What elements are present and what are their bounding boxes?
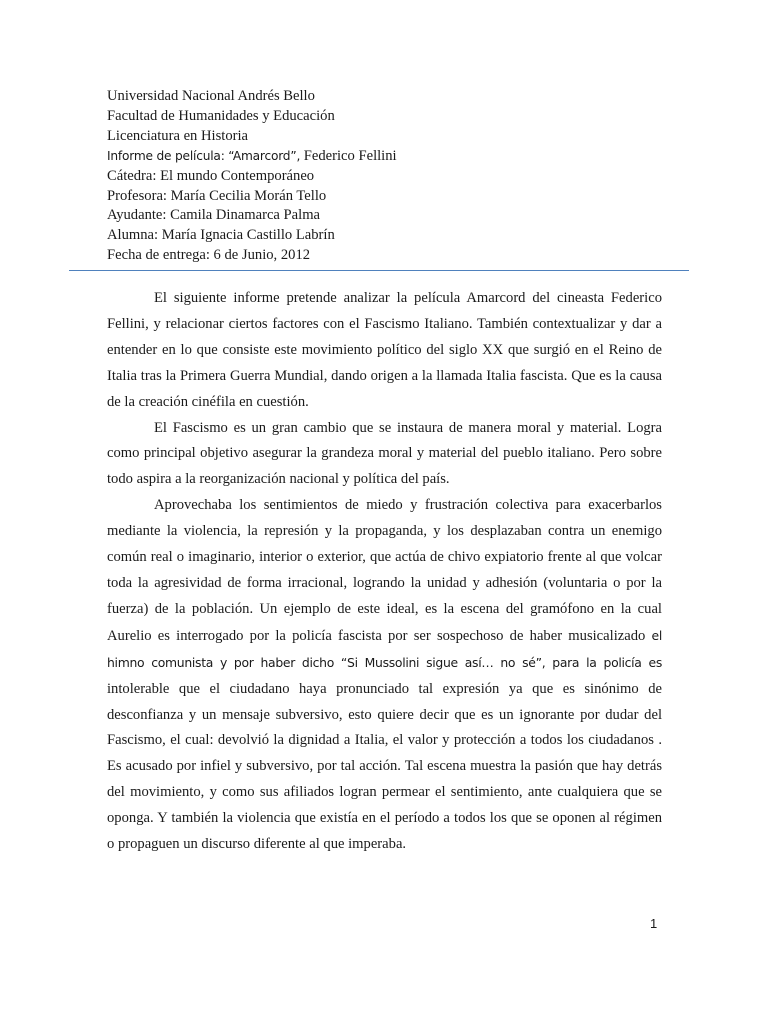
paragraph-analysis [107, 493, 662, 858]
university-line: Universidad Nacional Andrés Bello [107, 88, 315, 104]
report-body [107, 286, 662, 858]
header-divider [69, 270, 689, 271]
report-title-line [107, 147, 397, 167]
paragraph-analysis-part-1: Aprovechaba los sentimientos de miedo y frustración colectiva para exacerbarlos mediante la violencia, la represión y la propaganda, y los desplazaban contra un enemigo común real o imaginario, interior o exterior, que actúa de chivo expiatorio frente al que volcar toda la agresividad de forma irracional, logrando la unidad y adhesión (voluntaria o por la fuerza) de la población. Un ejemplo de este ideal, es la escena del gramófono en la cual Aurelio es interrogado por la policía fascista por ser sospechoso de haber musicalizado [107, 497, 662, 644]
paragraph-fascism: El Fascismo es un gran cambio que se instaura de manera moral y material. Logra como principal objetivo asegurar la grandeza moral y material del pueblo italiano. Pero sobre todo aspira a la reorganización nacional y política del país. [107, 419, 662, 488]
student-line: Alumna: María Ignacia Castillo Labrín [107, 227, 335, 244]
header-block [107, 87, 397, 266]
professor-line: Profesora: María Cecilia Morán Tello [107, 187, 327, 204]
paragraph-intro: El siguiente informe pretende analizar la película Amarcord del cineasta Federico Fellini, y relacionar ciertos factores con el Fascismo Italiano. También contextualizar y dar a entender en lo que consiste este movimiento político del siglo XX que surgió en el Reino de Italia tras la Primera Guerra Mundial, dando origen a la llamada Italia fascista. Que es la causa de la creación cinéfila en cuestión. [107, 290, 662, 410]
page-number: 1 [650, 916, 658, 931]
chair-line: Cátedra: El mundo Contemporáneo [107, 167, 315, 184]
report-title-suffix: Federico Fellini [300, 147, 397, 164]
assistant-line: Ayudante: Camila Dinamarca Palma [107, 207, 321, 224]
degree-line: Licenciatura en Historia [107, 127, 249, 144]
paragraph-analysis-quote: el himno comunista y por haber dicho “Si Mussolini sigue así… no sé”, para la policía es [107, 627, 662, 670]
report-title-prefix: Informe de película: “Amarcord”, [107, 148, 301, 163]
due-date-line: Fecha de entrega: 6 de Junio, 2012 [107, 247, 311, 264]
faculty-line: Facultad de Humanidades y Educación [107, 107, 335, 124]
paragraph-analysis-part-2: intolerable que el ciudadano haya pronunciado tal expresión ya que es sinónimo de desconfianza y un mensaje subversivo, esto quiere decir que es un ignorante por dudar del Fascismo, el cual: devolvió la dignidad a Italia, el valor y protección a todos los ciudadanos . Es acusado por infiel y subversivo, por tal acción. Tal escena muestra la pasión que hay detrás del movimiento, y como sus afiliados logran permear el sentimiento, ante cualquiera que se oponga. Y también la violencia que existía en el período a todos los que se oponen al régimen o propaguen un discurso diferente al que imperaba. [107, 680, 662, 853]
